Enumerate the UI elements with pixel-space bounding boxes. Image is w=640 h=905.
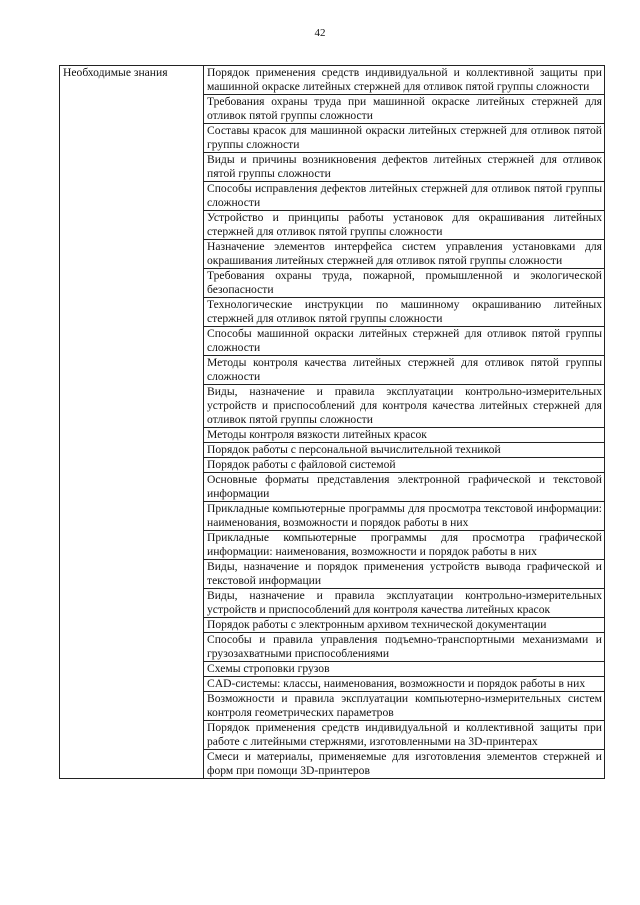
knowledge-item-cell: Виды и причины возникновения дефектов литейных стержней для отливок пятой группы сложности <box>204 153 605 182</box>
requirements-table <box>59 65 605 779</box>
knowledge-item-cell: Виды, назначение и правила эксплуатации контрольно-измерительных устройств и приспособлений для контроля качества литейных красок <box>204 589 605 618</box>
knowledge-item-cell: Смеси и материалы, применяемые для изготовления элементов стержней и форм при помощи 3D-принтеров <box>204 750 605 779</box>
knowledge-item-cell: Требования охраны труда при машинной окраске литейных стержней для отливок пятой группы сложности <box>204 95 605 124</box>
knowledge-item-cell: Порядок работы с персональной вычислительной техникой <box>204 443 605 458</box>
knowledge-item-cell: Технологические инструкции по машинному окрашиванию литейных стержней для отливок пятой группы сложности <box>204 298 605 327</box>
knowledge-item-cell: Методы контроля вязкости литейных красок <box>204 428 605 443</box>
knowledge-item-cell: Методы контроля качества литейных стержней для отливок пятой группы сложности <box>204 356 605 385</box>
knowledge-item-cell: Схемы строповки грузов <box>204 662 605 677</box>
knowledge-item-cell: Способы машинной окраски литейных стержней для отливок пятой группы сложности <box>204 327 605 356</box>
knowledge-item-cell: Прикладные компьютерные программы для просмотра текстовой информации: наименования, возможности и порядок работы в них <box>204 502 605 531</box>
knowledge-item-cell: Порядок работы с файловой системой <box>204 458 605 473</box>
requirements-table-body <box>60 66 605 779</box>
knowledge-item-cell: CAD-системы: классы, наименования, возможности и порядок работы в них <box>204 677 605 692</box>
knowledge-item-cell: Прикладные компьютерные программы для просмотра графической информации: наименования, возможности и порядок работы в них <box>204 531 605 560</box>
knowledge-item-cell: Способы исправления дефектов литейных стержней для отливок пятой группы сложности <box>204 182 605 211</box>
knowledge-item-cell: Виды, назначение и правила эксплуатации контрольно-измерительных устройств и приспособлений для контроля качества литейных стержней для отливок пятой группы сложности <box>204 385 605 428</box>
knowledge-item-cell: Основные форматы представления электронной графической и текстовой информации <box>204 473 605 502</box>
page-number: 42 <box>314 27 326 39</box>
table-row <box>60 66 605 95</box>
knowledge-item-cell: Порядок применения средств индивидуальной и коллективной защиты при работе с литейными стержнями, изготовленными на 3D-принтерах <box>204 721 605 750</box>
knowledge-item-cell: Требования охраны труда, пожарной, промышленной и экологической безопасности <box>204 269 605 298</box>
knowledge-item-cell: Назначение элементов интерфейса систем управления установками для окрашивания литейных стержней для отливок пятой группы сложности <box>204 240 605 269</box>
knowledge-item-cell: Порядок применения средств индивидуальной и коллективной защиты при машинной окраске литейных стержней для отливок пятой группы сложности <box>204 66 605 95</box>
knowledge-item-cell: Составы красок для машинной окраски литейных стержней для отливок пятой группы сложности <box>204 124 605 153</box>
knowledge-item-cell: Возможности и правила эксплуатации компьютерно-измерительных систем контроля геометрических параметров <box>204 692 605 721</box>
knowledge-item-cell: Виды, назначение и порядок применения устройств вывода графической и текстовой информации <box>204 560 605 589</box>
knowledge-label-cell: Необходимые знания <box>60 66 204 779</box>
knowledge-item-cell: Устройство и принципы работы установок для окрашивания литейных стержней для отливок пятой группы сложности <box>204 211 605 240</box>
knowledge-item-cell: Способы и правила управления подъемно-транспортными механизмами и грузозахватными приспособлениями <box>204 633 605 662</box>
knowledge-item-cell: Порядок работы с электронным архивом технической документации <box>204 618 605 633</box>
